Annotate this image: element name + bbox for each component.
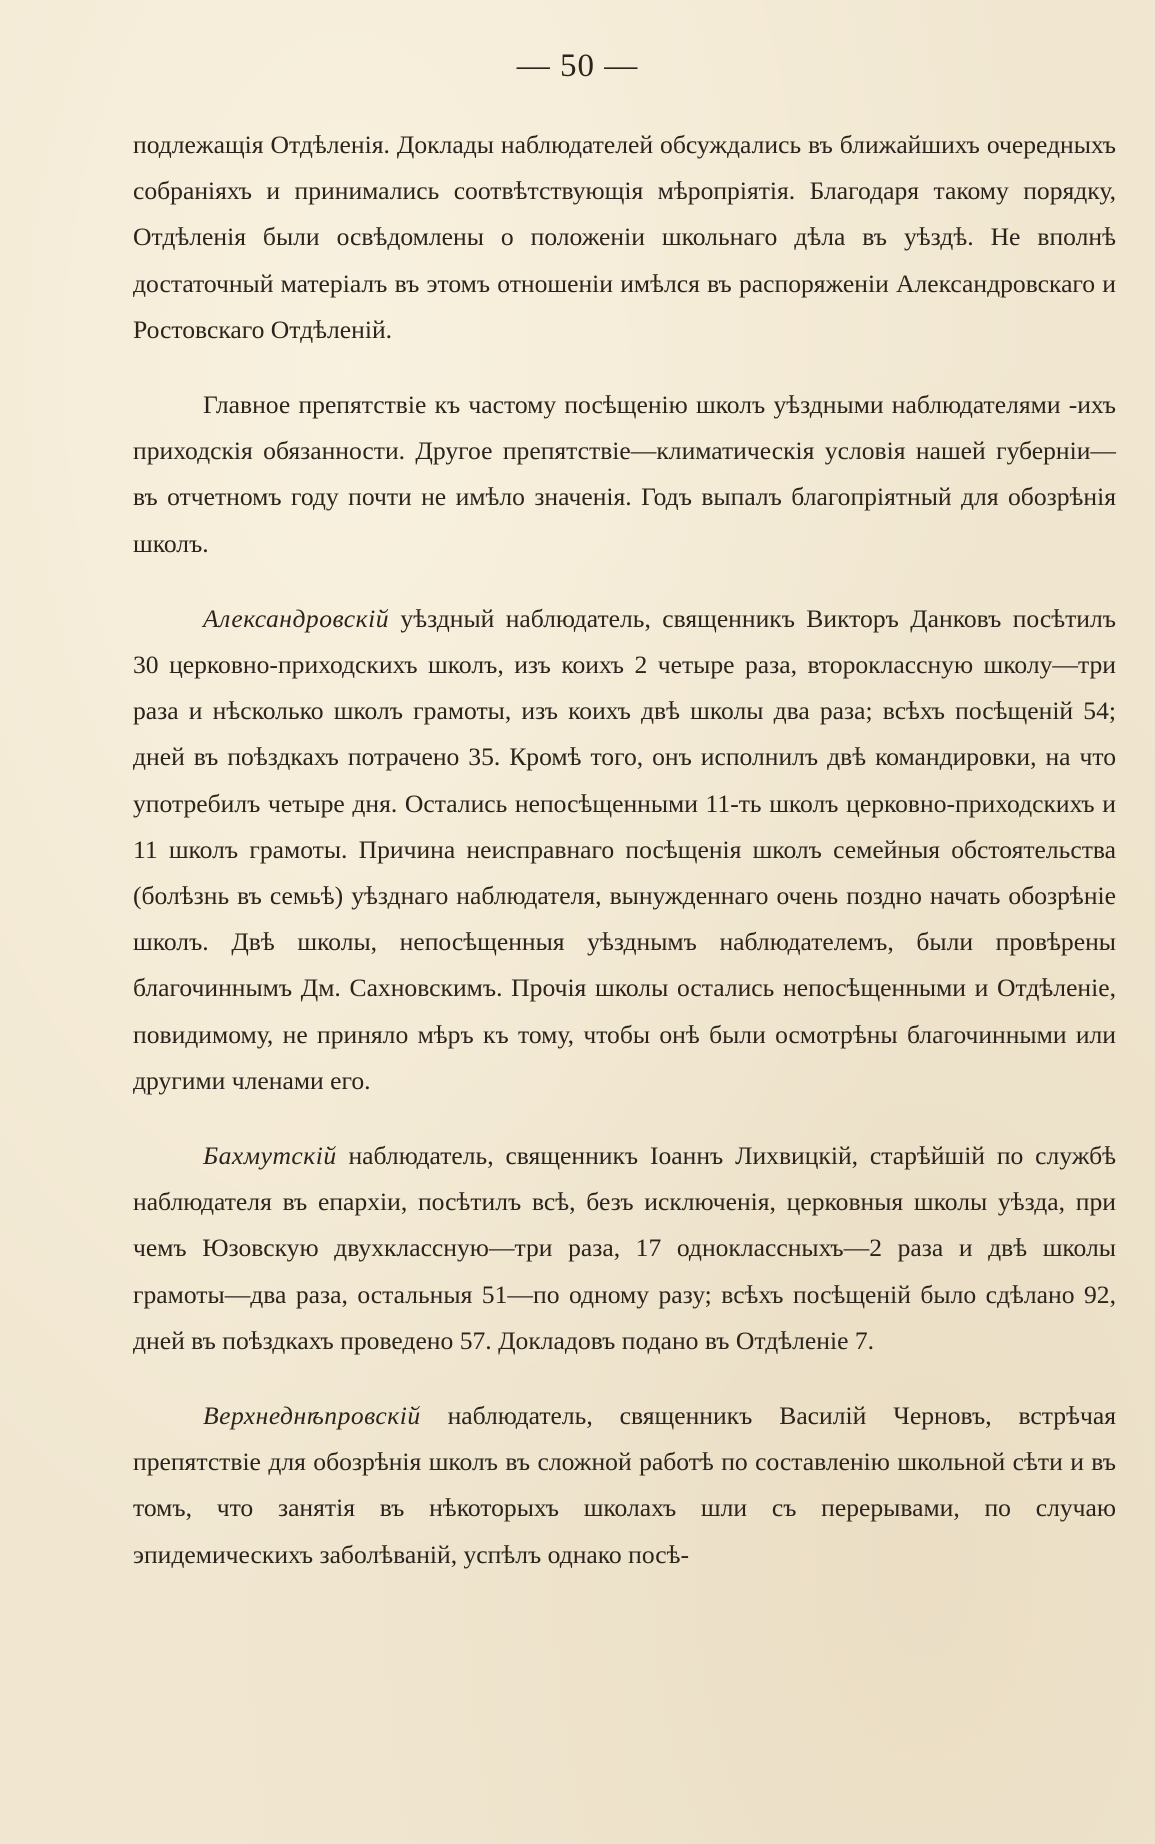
district-name-italic: Бахмутскій <box>203 1141 337 1171</box>
paragraph-1 <box>133 122 1116 353</box>
district-name-italic: Александровскій <box>203 603 390 633</box>
paragraph-text: наблюдатель, священникъ Іоаннъ Лихвицкій, старѣйшій по службѣ наблюдателя въ епархіи, посѣтилъ всѣ, безъ исключенія, церковныя школы уѣзда, при чемъ Юзовскую двухклассную—три раза, 17 одноклассныхъ—2 раза и двѣ школы грамоты—два раза, остальныя 51—по одному разу; всѣхъ посѣщеній было сдѣлано 92, дней въ поѣздкахъ проведено 57. Докладовъ подано въ Отдѣленіе 7. <box>133 1141 1116 1355</box>
district-name-italic: Верхнеднѣпровскій <box>203 1401 421 1431</box>
paragraph-text: наблюдатель, священникъ Василій Черновъ, встрѣчая препятствіе для обозрѣнія школъ въ сложной работѣ по составленію школьной сѣти и въ томъ, что занятія въ нѣкоторыхъ школахъ шли съ перерывами, по случаю эпидемическихъ заболѣваній, успѣлъ однако посѣ- <box>133 1401 1116 1569</box>
paragraph-aleksandrovsky <box>133 596 1116 1104</box>
paragraph-verkhnedneprovsky <box>133 1393 1116 1578</box>
paragraph-text: Главное препятствіе къ частому посѣщенію школъ уѣздными наблюдателями -ихъ приходскія обязанности. Другое препятствіе—климатическія условія нашей губерніи—въ отчетномъ году почти не имѣло значенія. Годъ выпалъ благопріятный для обозрѣнія школъ. <box>133 390 1116 558</box>
page-body <box>133 122 1116 1578</box>
paragraph-text: уѣздный наблюдатель, священникъ Викторъ Данковъ посѣтилъ 30 церковно-приходскихъ школъ, изъ коихъ 2 четыре раза, второклассную школу—три раза и нѣсколько школъ грамоты, изъ коихъ двѣ школы два раза; всѣхъ посѣщеній 54; дней въ поѣздкахъ потрачено 35. Кромѣ того, онъ исполнилъ двѣ командировки, на что употребилъ четыре дня. Остались непосѣщенными 11-ть школъ церковно-приходскихъ и 11 школъ грамоты. Причина неисправнаго посѣщенія школъ семейныя обстоятельства (болѣзнь въ семьѣ) уѣзднаго наблюдателя, вынужденнаго очень поздно начать обозрѣніе школъ. Двѣ школы, непосѣщенныя уѣзднымъ наблюдателемъ, были провѣрены благочиннымъ Дм. Сахновскимъ. Прочія школы остались непосѣщенными и Отдѣленіе, повидимому, не приняло мѣръ къ тому, чтобы онѣ были осмотрѣны благочинными или другими членами его. <box>133 603 1116 1095</box>
paragraph-bakhmutsky <box>133 1133 1116 1364</box>
paragraph-2 <box>133 382 1116 567</box>
page-number: — 50 — <box>516 48 639 84</box>
paragraph-text: подлежащія Отдѣленія. Доклады наблюдателей обсуждались въ ближайшихъ очередныхъ собраніяхъ и принимались соотвѣтствующія мѣропріятія. Благодаря такому порядку, Отдѣленія были освѣдомлены о положеніи школьнаго дѣла въ уѣздѣ. Не вполнѣ достаточный матеріалъ въ этомъ отношеніи имѣлся въ распоряженіи Александровскаго и Ростовскаго Отдѣленій. <box>133 130 1116 344</box>
